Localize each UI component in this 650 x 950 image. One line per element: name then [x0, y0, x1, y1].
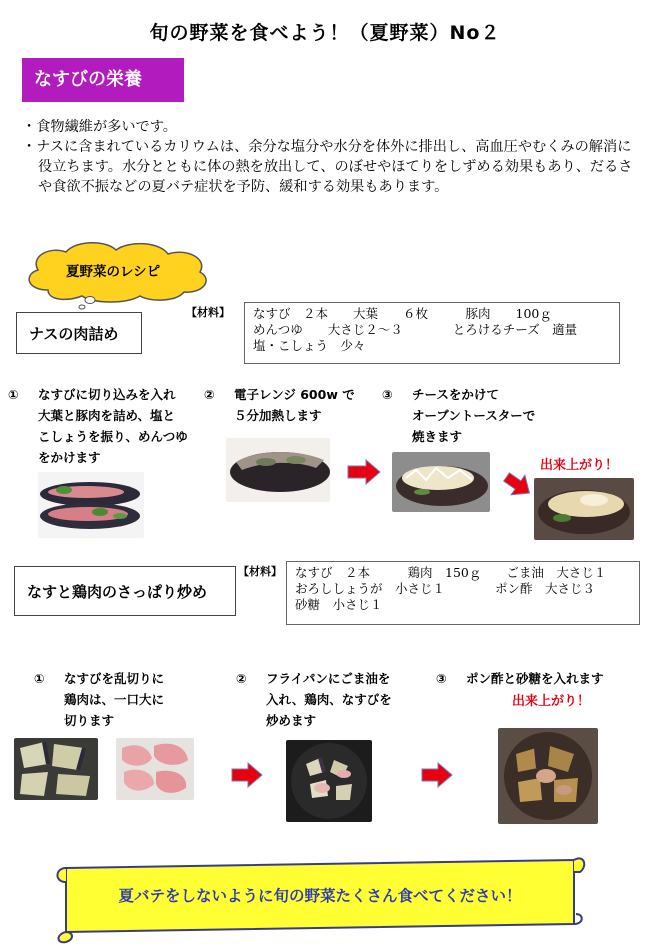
- recipe1-material-line: なすび ２本 大葉 ６枚 豚肉 100ｇ: [253, 306, 552, 321]
- stuffed-eggplant-photo: [38, 472, 144, 538]
- recipe2-material-line: 砂糖 小さじ１: [295, 597, 383, 612]
- arrow-down-right-icon: [502, 470, 534, 500]
- recipe1-step2-line: ５分加熱します: [234, 408, 322, 423]
- recipe2-materials-label: 【材料】: [238, 565, 282, 578]
- recipe2-step2: [236, 668, 436, 731]
- recipe1-step3: [382, 384, 582, 447]
- recipe1-materials-box: [244, 302, 620, 364]
- recipe2-step1-line: なすびを乱切りに: [64, 671, 165, 686]
- recipe1-step3-line: チースをかけて: [412, 387, 499, 402]
- recipe2-material-line: なすび ２本 鶏肉 150ｇ ごま油 大さじ１: [295, 565, 607, 580]
- nutrition-bullets: [22, 117, 637, 197]
- nutrition-heading: なすびの栄養: [22, 58, 184, 102]
- recipe1-step1-line: なすびに切り込みを入れ: [38, 387, 176, 402]
- recipe1-materials-label: 【材料】: [186, 306, 230, 319]
- recipe2-step1-line: 鶏肉は、一口大に: [64, 692, 165, 707]
- recipe2-step1: [34, 668, 224, 731]
- recipe1-step1-line: こしょうを振り、めんつゆ: [38, 429, 188, 444]
- recipe2-step3: [436, 668, 646, 689]
- recipe1-step1-line: 大葉と豚肉を詰め、塩と: [38, 408, 176, 423]
- recipe1-done-label: 出来上がり！: [540, 458, 619, 473]
- arrow-right-icon: [420, 762, 454, 788]
- recipe1-step1-number: ①: [8, 387, 19, 402]
- recipe2-step1-number: ①: [34, 671, 45, 686]
- recipe1-step3-line: オーブントースターで: [412, 408, 536, 423]
- arrow-right-icon: [346, 458, 382, 486]
- recipe2-step2-line: 入れ、鶏肉、なすびを: [266, 692, 392, 707]
- recipe2-step3-number: ③: [436, 671, 447, 686]
- recipe1-step2: [204, 384, 384, 426]
- finished-stuffed-eggplant-photo: [534, 478, 634, 540]
- recipe2-done-label: 出来上がり！: [512, 694, 591, 709]
- recipe2-step1-line: 切ります: [64, 713, 115, 728]
- recipe2-name-box: [14, 566, 236, 616]
- recipe2-step2-line: フライパンにごま油を: [266, 671, 391, 686]
- recipe1-material-line: めんつゆ 大さじ２～３ とろけるチーズ 適量: [253, 322, 578, 337]
- cut-chicken-photo: [116, 738, 194, 800]
- arrow-right-icon: [230, 762, 264, 788]
- stir-fry-cooking-photo: [286, 740, 372, 822]
- recipe1-step3-number: ③: [382, 387, 393, 402]
- recipe1-step2-line: 電子レンジ 600w で: [234, 387, 355, 402]
- recipe1-step3-line: 焼きます: [412, 429, 463, 444]
- nutrition-bullet-fiber: ・食物繊維が多いです。: [22, 119, 177, 135]
- cut-eggplant-photo: [14, 738, 98, 800]
- nutrition-bullet-potassium: ・ナスに含まれているカリウムは、余分な塩分や水分を体外に排出し、高血圧やむくみの解消に役立ちます。水分とともに体の熱を放出して、のぼせやほてりをしずめる効果もあり、だるさや食欲不振などの夏バテ症状を予防、緩和する効果もあります。: [22, 139, 633, 195]
- recipe2-step3-line: ポン酢と砂糖を入れます: [466, 671, 604, 686]
- microwaved-eggplant-photo: [226, 438, 330, 502]
- recipe1-material-line: 塩・こしょう 少々: [253, 338, 366, 353]
- footer-message: 夏バテをしないように旬の野菜たくさん食べてください！: [118, 887, 522, 905]
- recipe1-step1: [8, 384, 208, 468]
- recipe2-materials-box: [286, 561, 640, 625]
- recipe2-material-line: おろししょうが 小さじ１ ポン酢 大さじ３: [295, 581, 596, 596]
- recipe1-step2-number: ②: [204, 387, 215, 402]
- cheese-topped-eggplant-photo: [392, 452, 490, 512]
- recipe2-step2-line: 炒めます: [266, 713, 317, 728]
- recipe-cloud-label: 夏野菜のレシピ: [66, 264, 161, 280]
- recipe2-name: なすと鶏肉のさっぱり炒め: [27, 582, 208, 601]
- recipe1-name: ナスの肉詰め: [29, 324, 119, 343]
- recipe1-name-box: [16, 312, 142, 354]
- recipe2-step2-number: ②: [236, 671, 247, 686]
- page-title: 旬の野菜を食べよう！（夏野菜）No２: [149, 22, 501, 44]
- recipe1-step1-line: をかけます: [38, 450, 101, 465]
- finished-stir-fry-photo: [498, 728, 598, 824]
